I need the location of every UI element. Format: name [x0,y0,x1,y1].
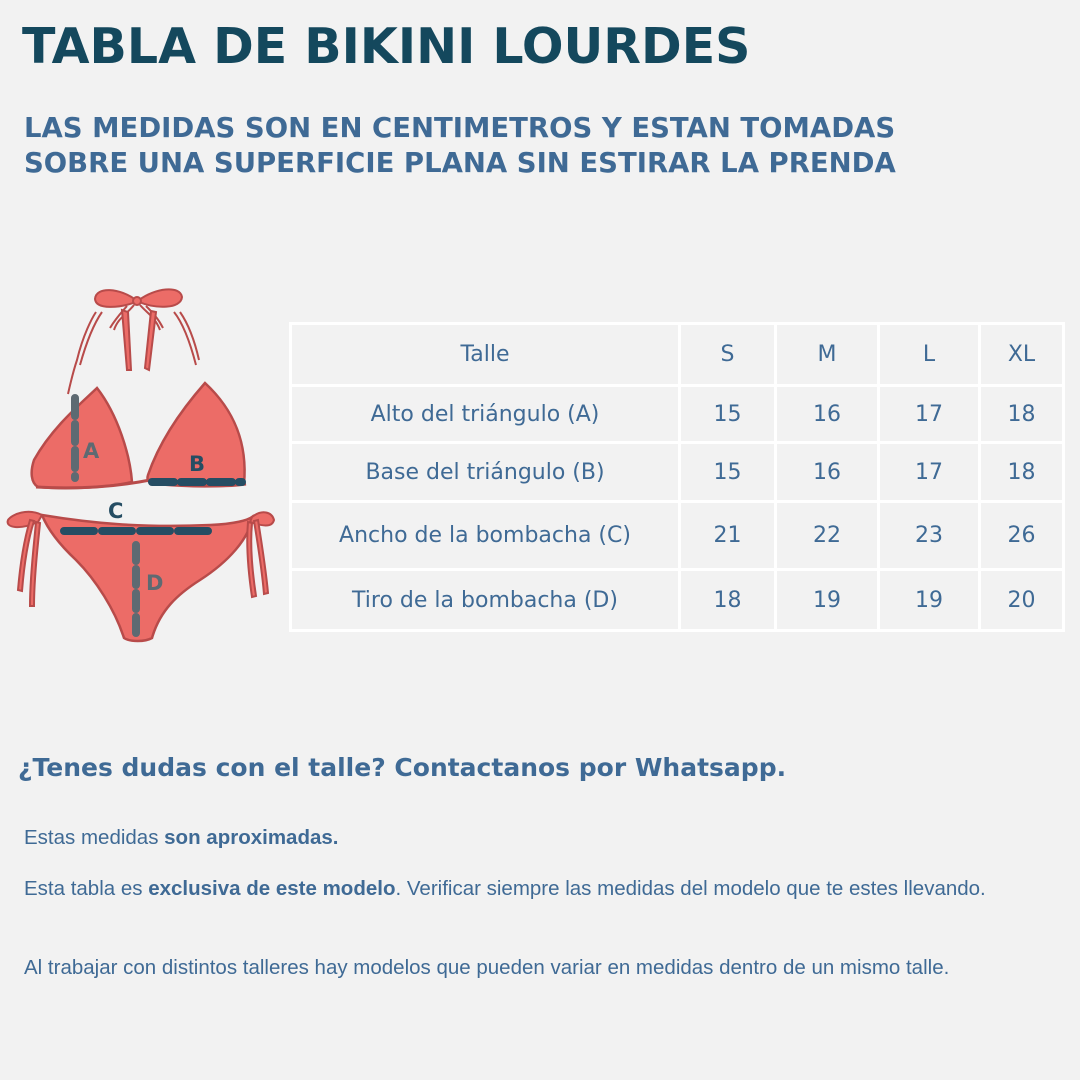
subtitle-line-1: LAS MEDIDAS SON EN CENTIMETROS Y ESTAN TOMADAS [24,112,896,144]
table-row [291,443,1064,502]
table-row [291,570,1064,631]
table-cell: 15 [680,386,776,443]
table-cell: 19 [776,570,879,631]
header-cell: M [776,324,879,386]
table-cell: 17 [879,386,980,443]
table-cell: 22 [776,502,879,570]
bikini-illustration [0,280,285,650]
note-workshops: Al trabajar con distintos talleres hay modelos que pueden variar en medidas dentro de un mismo talle. [24,956,950,979]
table-cell: 18 [980,443,1064,502]
table-cell: 18 [980,386,1064,443]
table-cell: 18 [680,570,776,631]
row-label: Base del triángulo (B) [291,443,680,502]
whatsapp-question: ¿Tenes dudas con el talle? Contactanos por Whatsapp. [18,753,787,782]
table-cell: 16 [776,443,879,502]
table-cell: 16 [776,386,879,443]
header-cell: XL [980,324,1064,386]
header-cell: L [879,324,980,386]
table-cell: 17 [879,443,980,502]
note-emphasis: exclusiva de este modelo [148,877,396,900]
table-row [291,502,1064,570]
note-text: Esta tabla es [24,877,149,900]
header-cell: Talle [291,324,680,386]
label-b: B [189,452,206,476]
page-title: TABLA DE BIKINI LOURDES [22,18,751,75]
note-emphasis: son aproximadas. [164,826,339,849]
table-cell: 26 [980,502,1064,570]
table-cell: 19 [879,570,980,631]
row-label: Ancho de la bombacha (C) [291,502,680,570]
left-cup [32,388,132,488]
row-label: Alto del triángulo (A) [291,386,680,443]
header-cell: S [680,324,776,386]
size-table [289,322,1065,632]
halter-bow [68,289,199,394]
table-cell: 21 [680,502,776,570]
table-cell: 15 [680,443,776,502]
note-exclusive [24,876,1045,901]
label-d: D [146,571,164,595]
table-row [291,386,1064,443]
label-c: C [108,499,124,523]
note-text: Estas medidas [24,826,165,849]
page-subtitle [24,111,1024,181]
table-header-row [291,324,1064,386]
row-label: Tiro de la bombacha (D) [291,570,680,631]
table-cell: 23 [879,502,980,570]
note-approximate [24,825,1045,850]
table-cell: 20 [980,570,1064,631]
subtitle-line-2: SOBRE UNA SUPERFICIE PLANA SIN ESTIRAR LA PRENDA [24,147,896,179]
note-text: . Verificar siempre las medidas del modelo que te estes llevando. [395,877,986,900]
label-a: A [83,439,100,463]
